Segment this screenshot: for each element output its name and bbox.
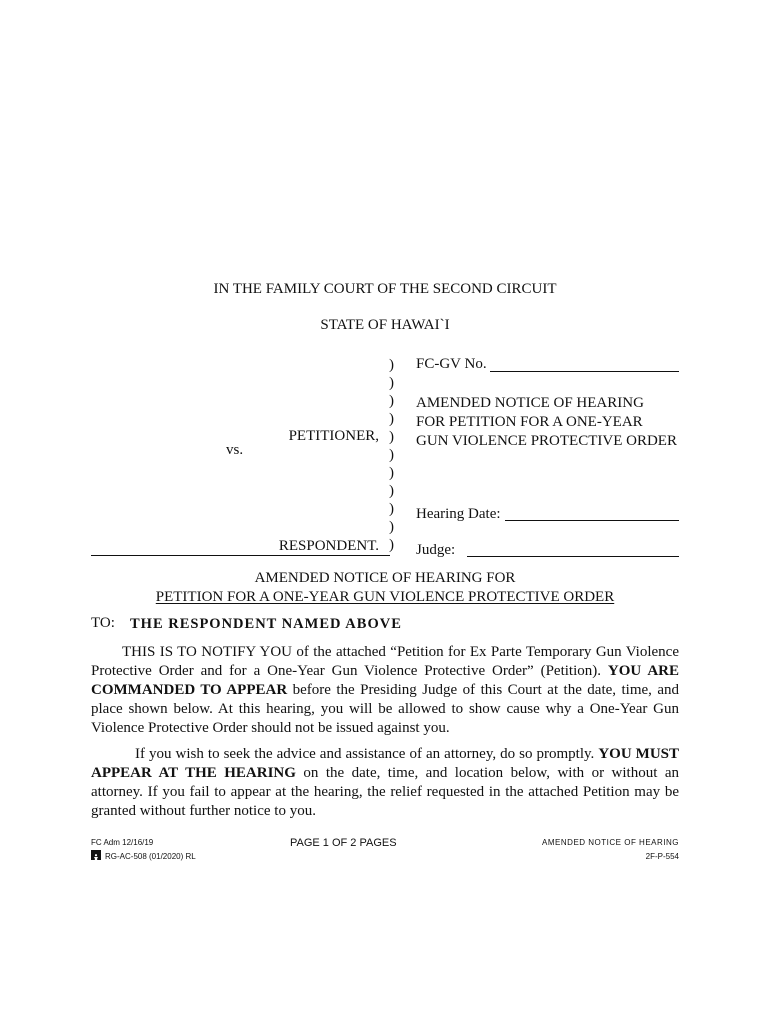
document-title-line: AMENDED NOTICE OF HEARING <box>416 395 644 411</box>
caption-paren: ) <box>389 357 394 373</box>
paragraph-emphasis: YOU MUST APPEAR AT THE HEARING <box>91 746 680 781</box>
paragraph-text: before the Presiding Judge of this Court at the date, time, and place shown below. At this hearing, you will be allowed to show cause why a One-Year Gun Violence Protective Order should not be issued against you. <box>91 682 679 736</box>
judge-label: Judge: <box>416 542 456 558</box>
paragraph-text: THIS IS TO NOTIFY YOU of the attached “Petition for Ex Parte Temporary Gun Violence Protective Order and for a One-Year Gun Violence Protective Order” (Petition). <box>91 644 679 679</box>
state-heading: STATE OF HAWAI`I <box>320 317 450 333</box>
footer-rg-code: RG-AC-508 (01/2020) RL <box>105 852 196 861</box>
hearing-date-field[interactable] <box>505 504 679 521</box>
paragraph-text: If you wish to seek the advice and assistance of an attorney, do so promptly. <box>135 746 599 762</box>
caption-paren: ) <box>389 393 394 409</box>
caption-paren: ) <box>389 429 394 445</box>
accessibility-logo-icon <box>91 850 101 860</box>
notice-title-underlined: PETITION FOR A ONE-YEAR GUN VIOLENCE PROTECTIVE ORDER <box>155 589 615 605</box>
document-title-line: FOR PETITION FOR A ONE-YEAR <box>416 414 643 430</box>
footer-form-number: 2F-P-554 <box>645 852 679 861</box>
document-title-block <box>416 394 677 451</box>
hearing-date-label: Hearing Date: <box>416 506 501 522</box>
notice-title-line-2 <box>0 589 770 606</box>
petitioner-label: PETITIONER, <box>288 428 379 444</box>
caption-paren: ) <box>389 519 394 535</box>
court-heading: IN THE FAMILY COURT OF THE SECOND CIRCUIT <box>213 281 557 297</box>
paragraph-text: on the date, time, and location below, with or without an attorney. If you fail to appear at the hearing, the relief requested in the attached Petition may be granted without further notice to you. <box>91 765 679 819</box>
caption-paren: ) <box>389 537 394 553</box>
notice-title-line-1: AMENDED NOTICE OF HEARING FOR <box>254 570 516 586</box>
caption-paren: ) <box>389 447 394 463</box>
recipient-name: THE RESPONDENT NAMED ABOVE <box>130 616 402 632</box>
footer-form-title: AMENDED NOTICE OF HEARING <box>542 838 679 847</box>
footer-form-id: FC Adm 12/16/19 <box>91 838 154 847</box>
paragraph-emphasis: YOU ARE COMMANDED TO APPEAR <box>91 663 679 698</box>
to-label: TO: <box>91 615 115 631</box>
accessibility-logo-icon-glyph <box>91 853 101 863</box>
judge-field[interactable] <box>467 540 679 557</box>
caption-paren: ) <box>389 375 394 391</box>
footer-page-number: PAGE 1 OF 2 PAGES <box>290 837 397 849</box>
case-number-label: FC-GV No. <box>416 356 487 372</box>
case-number-field[interactable] <box>490 355 679 372</box>
respondent-name-line <box>91 555 390 556</box>
notice-paragraph-1 <box>91 643 679 738</box>
caption-paren: ) <box>389 411 394 427</box>
vs-label: vs. <box>226 442 244 458</box>
document-title-line: GUN VIOLENCE PROTECTIVE ORDER <box>416 433 677 449</box>
notice-paragraph-2 <box>91 745 679 821</box>
caption-paren: ) <box>389 501 394 517</box>
respondent-label: RESPONDENT. <box>278 538 379 554</box>
caption-paren: ) <box>389 483 394 499</box>
caption-paren: ) <box>389 465 394 481</box>
